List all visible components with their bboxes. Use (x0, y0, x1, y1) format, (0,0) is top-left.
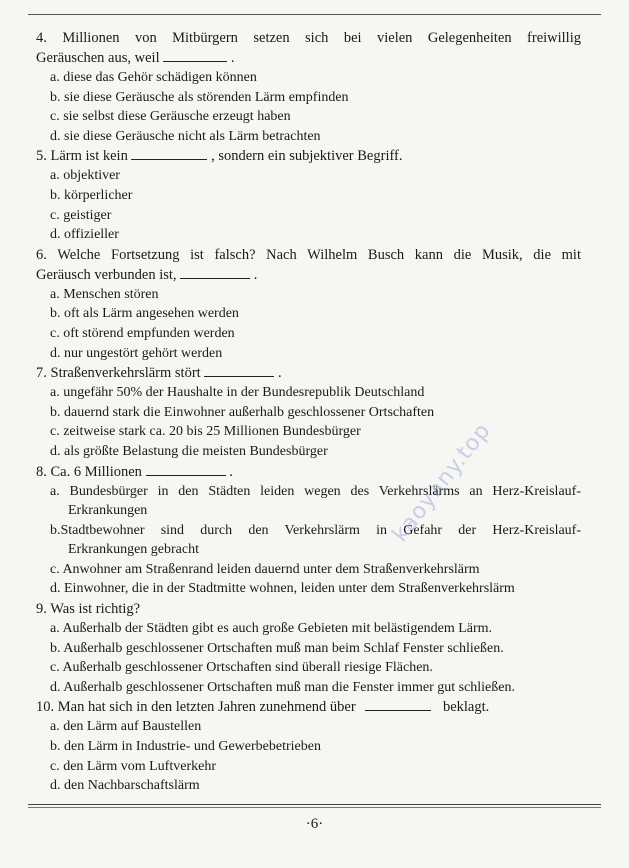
question-6 (36, 245, 581, 363)
option-b[interactable]: b. körperlicher (50, 187, 133, 203)
page-number: ·6· (305, 816, 324, 832)
question-stem: 4. Millionen von Mitbürgern setzen sich bei vielen Gelegenheiten freiwillig (36, 30, 581, 46)
answer-blank[interactable] (163, 49, 227, 62)
option-c[interactable]: c. Anwohner am Straßenrand leiden dauernd unter dem Straßenverkehrslärm (50, 561, 480, 577)
question-10 (36, 697, 581, 795)
option-a[interactable]: a. Bundesbürger in den Städten leiden wegen des Verkehrslärms an Herz-Kreislauf- Erkrankungen (50, 483, 581, 519)
watermark: kaoyany.top (387, 418, 496, 547)
question-4 (36, 28, 581, 146)
option-a[interactable]: a. ungefähr 50% der Haushalte in der Bundesrepublik Deutschland (50, 385, 425, 401)
option-b[interactable]: b. dauernd stark die Einwohner außerhalb geschlossener Ortschaften (50, 404, 435, 420)
option-c[interactable]: c. geistiger (50, 207, 112, 223)
option-b[interactable]: b. oft als Lärm angesehen werden (50, 306, 239, 322)
question-9 (36, 599, 581, 697)
question-stem: 10. Man hat sich in den letzten Jahren zunehmend über beklagt. (36, 699, 490, 716)
option-d[interactable]: d. Einwohner, die in der Stadtmitte wohnen, leiden unter dem Straßenverkehrslärm (50, 581, 515, 597)
question-5 (36, 146, 581, 244)
option-b[interactable]: b. sie diese Geräusche als störenden Lärm empfinden (50, 89, 349, 105)
question-8 (36, 462, 581, 600)
question-stem: 5. Lärm ist kein , sondern ein subjektiver Begriff. (36, 148, 403, 165)
option-b[interactable]: b. den Lärm in Industrie- und Gewerbebetrieben (50, 739, 321, 755)
option-c[interactable]: c. zeitweise stark ca. 20 bis 25 Millionen Bundesbürger (50, 424, 361, 440)
option-c[interactable]: c. oft störend empfunden werden (50, 325, 235, 341)
option-d[interactable]: d. den Nachbarschaftslärm (50, 778, 200, 794)
option-d[interactable]: d. nur ungestört gehört werden (50, 345, 223, 361)
option-a[interactable]: a. diese das Gehör schädigen können (50, 70, 257, 85)
option-d[interactable]: d. als größte Belastung die meisten Bundesbürger (50, 443, 328, 459)
answer-blank[interactable] (131, 147, 207, 160)
question-stem: 6. Welche Fortsetzung ist falsch? Nach Wilhelm Busch kann die Musik, die mit (36, 246, 581, 263)
question-stem-continued: Geräuschen aus, weil . (36, 50, 235, 66)
answer-blank[interactable] (204, 364, 274, 377)
top-rule (28, 14, 601, 15)
option-b[interactable]: b. Außerhalb geschlossener Ortschaften muß man beim Schlaf Fenster schließen. (50, 640, 504, 656)
option-a[interactable]: a. objektiver (50, 168, 120, 184)
bottom-rule-secondary (28, 807, 601, 808)
answer-blank[interactable] (365, 698, 431, 711)
question-stem: 7. Straßenverkehrslärm stört . (36, 365, 282, 382)
option-a[interactable]: a. den Lärm auf Baustellen (50, 719, 202, 735)
question-7 (36, 363, 581, 461)
option-d[interactable]: d. Außerhalb geschlossener Ortschaften muß man die Fenster immer gut schließen. (50, 679, 515, 695)
option-c[interactable]: c. sie selbst diese Geräusche erzeugt haben (50, 109, 291, 125)
bottom-rule (28, 804, 601, 805)
answer-blank[interactable] (146, 463, 226, 476)
question-stem: 9. Was ist richtig? (36, 601, 141, 618)
answer-blank[interactable] (180, 266, 250, 279)
option-c[interactable]: c. Außerhalb geschlossener Ortschaften sind überall riesige Flächen. (50, 660, 433, 676)
question-list (36, 28, 581, 796)
option-a[interactable]: a. Außerhalb der Städten gibt es auch große Gebieten mit belästigendem Lärm. (50, 621, 493, 637)
option-b[interactable]: b.Stadtbewohner sind durch den Verkehrslärm in Gefahr der Herz-Kreislauf- Erkrankungen gebracht (50, 522, 581, 558)
question-stem-continued: Geräusch verbunden ist, . (36, 266, 258, 283)
option-d[interactable]: d. sie diese Geräusche nicht als Lärm betrachten (50, 128, 321, 144)
option-c[interactable]: c. den Lärm vom Luftverkehr (50, 758, 216, 774)
option-d[interactable]: d. offizieller (50, 227, 119, 243)
question-stem: 8. Ca. 6 Millionen . (36, 463, 233, 480)
option-a[interactable]: a. Menschen stören (50, 286, 159, 302)
